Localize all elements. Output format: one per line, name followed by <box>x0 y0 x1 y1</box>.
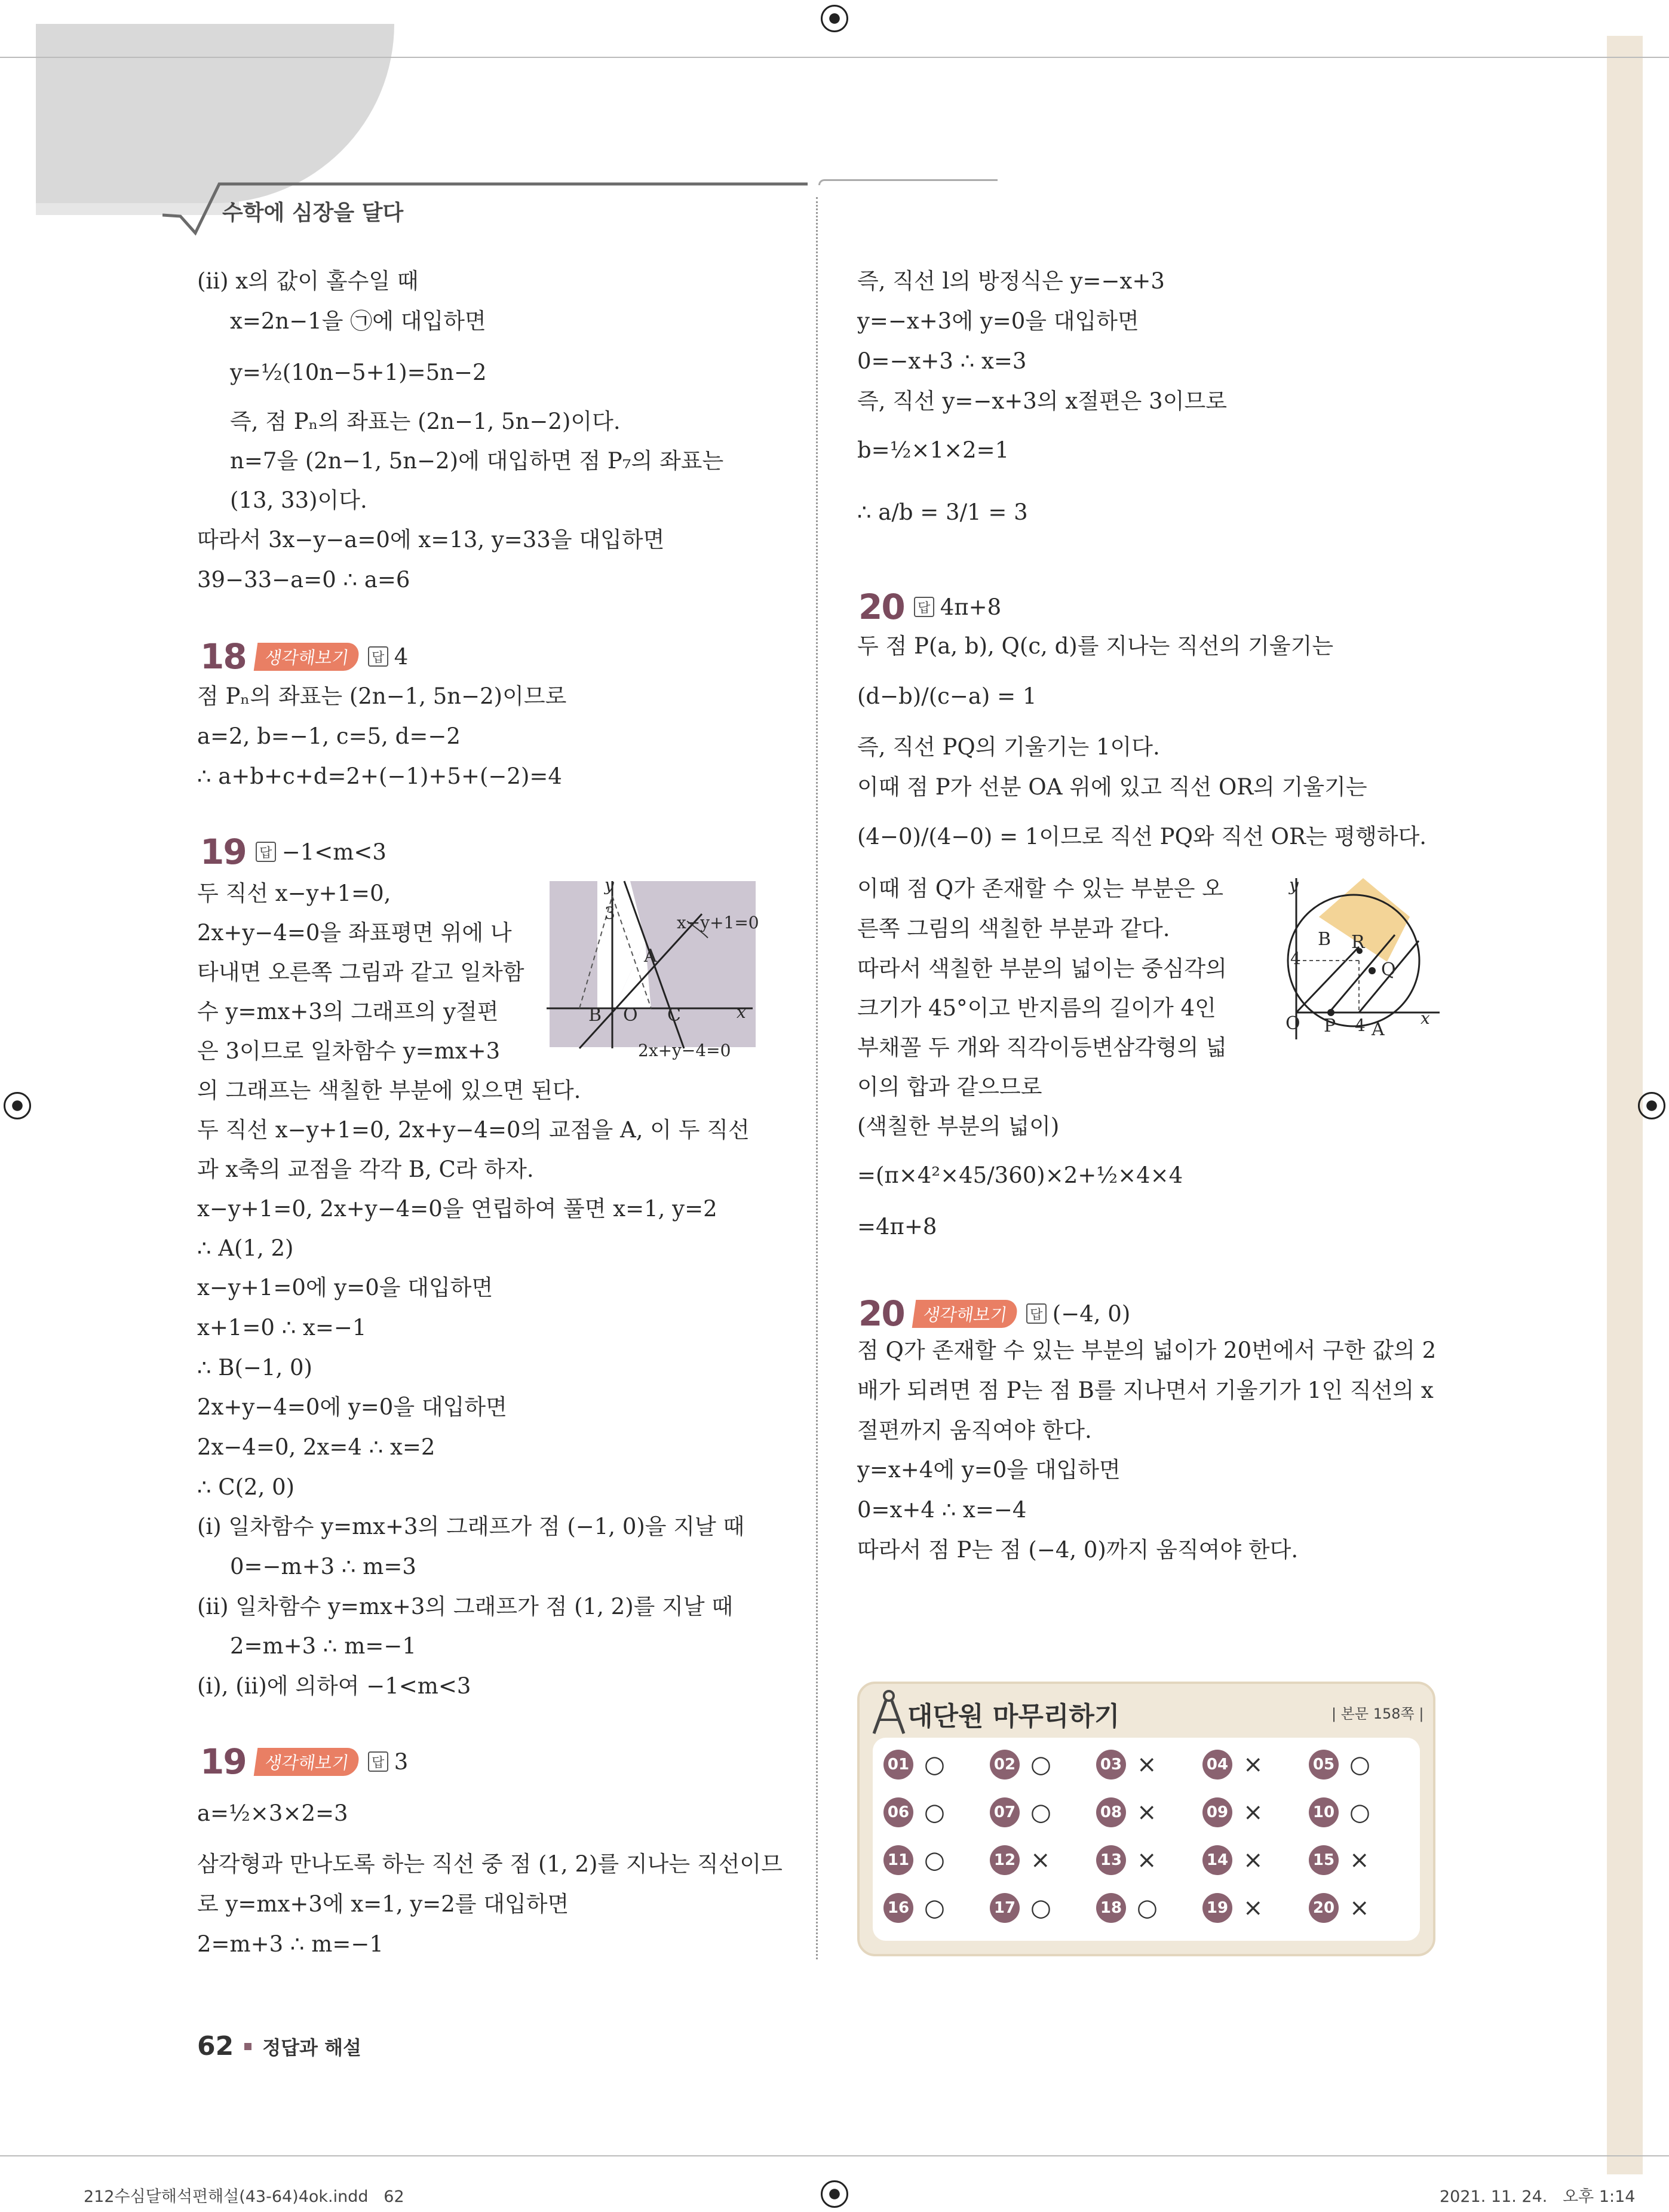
problem-number: 18 <box>200 636 246 677</box>
text-line: 2x+y−4=0을 좌표평면 위에 나 <box>197 920 512 946</box>
answer-header-18 <box>200 636 408 677</box>
review-item <box>1309 1750 1415 1780</box>
answer <box>368 1749 409 1775</box>
text-line: 로 y=mx+3에 x=1, y=2를 대입하면 <box>197 1891 569 1917</box>
answer-icon: 답 <box>368 1751 388 1772</box>
text-line: b=½×1×2=1 <box>857 437 1010 463</box>
review-item <box>883 1845 990 1875</box>
text-line: 른쪽 그림의 색칠한 부분과 같다. <box>857 916 1170 941</box>
text-line: (색칠한 부분의 넓이) <box>857 1113 1060 1139</box>
right-margin-strip <box>1607 36 1643 2174</box>
graph1-label-C: C <box>667 1005 681 1026</box>
item-number: 07 <box>990 1797 1020 1827</box>
text-line: ∴ C(2, 0) <box>197 1474 295 1500</box>
answer-value: 4π+8 <box>940 594 1002 620</box>
item-number: 01 <box>883 1750 913 1780</box>
graph1-label-line2: 2x+y−4=0 <box>638 1041 731 1060</box>
graph1-label-3: 3 <box>605 903 615 923</box>
page-footer <box>197 2031 361 2061</box>
text-line: 절편까지 움직여야 한다. <box>857 1418 1092 1443</box>
review-item <box>1096 1797 1202 1827</box>
review-item <box>883 1893 990 1923</box>
item-mark: × <box>1137 1799 1157 1826</box>
item-mark: ○ <box>1349 1751 1370 1778</box>
review-item <box>1309 1845 1415 1875</box>
answer-icon: 답 <box>368 646 388 667</box>
answer-icon: 답 <box>914 597 934 617</box>
think-tag: 생각해보기 <box>253 1748 360 1776</box>
text-line: 과 x축의 교점을 각각 B, C라 하자. <box>197 1156 534 1182</box>
graph1-label-A: A <box>644 946 657 967</box>
text-line: 따라서 색칠한 부분의 넓이는 중심각의 <box>857 956 1227 981</box>
review-item <box>1309 1797 1415 1827</box>
text-line: 이때 점 Q가 존재할 수 있는 부분은 오 <box>857 876 1224 901</box>
item-number: 05 <box>1309 1750 1339 1780</box>
item-mark: ○ <box>1030 1799 1051 1826</box>
text-line: ∴ a+b+c+d=2+(−1)+5+(−2)=4 <box>197 763 562 789</box>
review-item <box>1096 1893 1202 1923</box>
item-mark: × <box>1243 1894 1263 1922</box>
problem-number: 20 <box>858 1293 904 1334</box>
item-mark: × <box>1137 1751 1157 1778</box>
graph2-label-P: P <box>1324 1016 1336 1036</box>
problem-number: 19 <box>200 832 246 872</box>
print-date: 2021. 11. 24. 오후 1:14 <box>1440 2188 1636 2206</box>
item-number: 19 <box>1202 1893 1232 1923</box>
text-line: 점 Q가 존재할 수 있는 부분의 넓이가 20번에서 구한 값의 2 <box>857 1337 1437 1363</box>
text-line: 은 3이므로 일차함수 y=mx+3 <box>197 1038 501 1064</box>
item-mark: ○ <box>924 1799 945 1826</box>
problem-number: 19 <box>200 1741 246 1782</box>
answer-value: 3 <box>394 1748 409 1775</box>
review-item <box>1096 1750 1202 1780</box>
bottom-rule <box>0 2155 1669 2156</box>
text-line: =4π+8 <box>857 1214 937 1240</box>
graph2-label-A: A <box>1372 1019 1385 1040</box>
text-line: 즉, 직선 PQ의 기울기는 1이다. <box>857 734 1160 760</box>
text-line: 의 그래프는 색칠한 부분에 있으면 된다. <box>197 1078 581 1103</box>
item-number: 04 <box>1202 1750 1232 1780</box>
registration-mark-left <box>4 1092 31 1119</box>
graph2-label-R: R <box>1351 932 1365 953</box>
text-line: (ⅰ) 일차함수 y=mx+3의 그래프가 점 (−1, 0)을 지날 때 <box>197 1514 745 1539</box>
text-line: 따라서 점 P는 점 (−4, 0)까지 움직여야 한다. <box>857 1537 1299 1563</box>
text-line: 두 직선 x−y+1=0, 2x+y−4=0의 교점을 A, 이 두 직선 <box>197 1117 750 1143</box>
think-tag: 생각해보기 <box>253 643 360 671</box>
text-line: (ⅱ) x의 값이 홀수일 때 <box>197 268 419 294</box>
answer <box>368 644 409 670</box>
text-line: 즉, 직선 l의 방정식은 y=−x+3 <box>857 268 1165 294</box>
answer-value: −1<m<3 <box>281 839 386 865</box>
text-line: 0=−x+3 ∴ x=3 <box>857 348 1027 374</box>
text-line: 2x+y−4=0에 y=0을 대입하면 <box>197 1394 507 1420</box>
review-item <box>990 1750 1096 1780</box>
registration-mark-bottom <box>821 2180 848 2208</box>
item-mark: × <box>1243 1846 1263 1874</box>
text-line: x−y+1=0에 y=0을 대입하면 <box>197 1275 493 1300</box>
item-number: 11 <box>883 1845 913 1875</box>
item-number: 15 <box>1309 1845 1339 1875</box>
review-title: 대단원 마무리하기 <box>907 1701 1120 1732</box>
review-box <box>857 1682 1435 1956</box>
item-number: 17 <box>990 1893 1020 1923</box>
text-line: =(π×4²×45/360)×2+½×4×4 <box>857 1162 1183 1188</box>
item-mark: × <box>1030 1846 1051 1874</box>
item-mark: × <box>1243 1751 1263 1778</box>
graph1-label-O: O <box>623 1005 638 1026</box>
item-mark: ○ <box>1030 1751 1051 1778</box>
graph1-label-B: B <box>588 1005 602 1026</box>
graph2-label-B: B <box>1318 929 1331 950</box>
top-rule <box>0 57 1669 58</box>
footer-bullet <box>244 2043 251 2050</box>
text-line: 즉, 점 Pₙ의 좌표는 (2n−1, 5n−2)이다. <box>230 409 621 434</box>
graph2-label-O: O <box>1286 1013 1300 1034</box>
item-mark: × <box>1349 1894 1370 1922</box>
text-line: y=½(10n−5+1)=5n−2 <box>230 360 487 385</box>
problem-number: 20 <box>858 587 904 627</box>
registration-mark-top <box>821 5 848 32</box>
graph-lines-region <box>547 878 786 1057</box>
item-number: 14 <box>1202 1845 1232 1875</box>
review-grid <box>883 1750 1415 1923</box>
item-number: 02 <box>990 1750 1020 1780</box>
graph2-label-Q: Q <box>1381 959 1396 980</box>
answer-icon: 답 <box>256 842 276 862</box>
print-file-name: 212수심달해석편해설(43-64)4ok.indd 62 <box>84 2188 404 2206</box>
item-mark: ○ <box>924 1846 945 1874</box>
review-item <box>1096 1845 1202 1875</box>
text-line: y=−x+3에 y=0을 대입하면 <box>857 308 1139 334</box>
review-item <box>1202 1893 1309 1923</box>
review-page-ref: | 본문 158쪽 | <box>1331 1705 1424 1722</box>
item-number: 20 <box>1309 1893 1339 1923</box>
item-number: 18 <box>1096 1893 1126 1923</box>
graph2-label-x: x <box>1421 1008 1430 1028</box>
column-divider <box>816 197 818 1959</box>
answer-header-19 <box>200 832 386 872</box>
text-line: 이의 합과 같으므로 <box>857 1074 1042 1100</box>
item-mark: ○ <box>1137 1894 1158 1922</box>
text-line: a=½×3×2=3 <box>197 1800 348 1826</box>
answer-header-20 <box>858 587 1001 627</box>
registration-mark-right <box>1638 1092 1665 1119</box>
item-mark: ○ <box>1030 1894 1051 1922</box>
item-mark: × <box>1243 1799 1263 1826</box>
text-line: y=x+4에 y=0을 대입하면 <box>857 1457 1121 1483</box>
text-line: ∴ B(−1, 0) <box>197 1355 312 1380</box>
text-line: 2=m+3 ∴ m=−1 <box>230 1633 416 1659</box>
text-line: (ⅱ) 일차함수 y=mx+3의 그래프가 점 (1, 2)를 지날 때 <box>197 1594 734 1619</box>
review-item <box>1202 1845 1309 1875</box>
graph2-label-4x: 4 <box>1355 1016 1366 1035</box>
compass-icon <box>868 1689 910 1739</box>
review-item <box>990 1845 1096 1875</box>
item-number: 08 <box>1096 1797 1126 1827</box>
text-line: ∴ a/b = 3/1 = 3 <box>857 499 1028 525</box>
text-line: (d−b)/(c−a) = 1 <box>857 683 1037 709</box>
text-line: x=2n−1을 ㉠에 대입하면 <box>230 308 486 334</box>
answer <box>256 839 386 865</box>
answer-header-19-think <box>200 1741 408 1782</box>
page-number: 62 <box>197 2031 234 2061</box>
answer-header-20-think <box>858 1293 1130 1334</box>
review-item <box>1202 1797 1309 1827</box>
text-line: 즉, 직선 y=−x+3의 x절편은 3이므로 <box>857 388 1227 414</box>
text-line: 2x−4=0, 2x=4 ∴ x=2 <box>197 1434 435 1460</box>
graph2-label-4: 4 <box>1290 949 1301 968</box>
graph2-label-y: y <box>1289 875 1299 895</box>
brand-title: 수학에 심장을 달다 <box>222 201 404 225</box>
text-line: 배가 되려면 점 P는 점 B를 지나면서 기울기가 1인 직선의 x <box>857 1377 1434 1403</box>
review-item <box>883 1750 990 1780</box>
graph1-label-x: x <box>737 1002 746 1022</box>
section-title: 정답과 해설 <box>262 2036 361 2059</box>
review-item <box>1309 1893 1415 1923</box>
think-tag: 생각해보기 <box>912 1300 1018 1328</box>
item-number: 09 <box>1202 1797 1232 1827</box>
answer-icon: 답 <box>1026 1303 1047 1324</box>
item-mark: ○ <box>924 1894 945 1922</box>
text-line: 부채꼴 두 개와 직각이등변삼각형의 넓 <box>857 1035 1227 1060</box>
item-number: 06 <box>883 1797 913 1827</box>
review-item <box>990 1797 1096 1827</box>
graph1-label-line1: x−y+1=0 <box>677 913 759 932</box>
text-line: a=2, b=−1, c=5, d=−2 <box>197 723 461 749</box>
answer-value: (−4, 0) <box>1052 1300 1131 1327</box>
text-line: ∴ A(1, 2) <box>197 1235 294 1261</box>
graph1-label-y: y <box>605 875 614 895</box>
header-leaf-shape <box>36 24 394 203</box>
text-line: n=7을 (2n−1, 5n−2)에 대입하면 점 P₇의 좌표는 <box>230 448 724 474</box>
text-line: 두 직선 x−y+1=0, <box>197 880 391 906</box>
text-line: 0=x+4 ∴ x=−4 <box>857 1497 1027 1523</box>
text-line: 이때 점 P가 선분 OA 위에 있고 직선 OR의 기울기는 <box>857 774 1367 800</box>
text-line: 0=−m+3 ∴ m=3 <box>230 1554 416 1579</box>
text-line: 점 Pₙ의 좌표는 (2n−1, 5n−2)이므로 <box>197 683 567 709</box>
item-number: 10 <box>1309 1797 1339 1827</box>
text-line: 2=m+3 ∴ m=−1 <box>197 1931 383 1957</box>
item-mark: × <box>1349 1846 1370 1874</box>
review-item <box>1202 1750 1309 1780</box>
text-line: 수 y=mx+3의 그래프의 y절편 <box>197 999 499 1024</box>
text-line: 두 점 P(a, b), Q(c, d)를 지나는 직선의 기울기는 <box>857 633 1334 659</box>
text-line: x+1=0 ∴ x=−1 <box>197 1315 367 1340</box>
answer <box>914 594 1001 620</box>
item-mark: ○ <box>1349 1799 1370 1826</box>
item-mark: × <box>1137 1846 1157 1874</box>
text-line: 39−33−a=0 ∴ a=6 <box>197 567 410 593</box>
item-number: 12 <box>990 1845 1020 1875</box>
graph-circle-region <box>1248 878 1446 1039</box>
item-number: 16 <box>883 1893 913 1923</box>
text-line: 따라서 3x−y−a=0에 x=13, y=33을 대입하면 <box>197 527 665 553</box>
text-line: 크기가 45°이고 반지름의 길이가 4인 <box>857 995 1216 1021</box>
text-line: 타내면 오른쪽 그림과 같고 일차함 <box>197 959 524 985</box>
text-line: 삼각형과 만나도록 하는 직선 중 점 (1, 2)를 지나는 직선이므 <box>197 1851 783 1877</box>
item-mark: ○ <box>924 1751 945 1778</box>
item-number: 13 <box>1096 1845 1126 1875</box>
text-line: (4−0)/(4−0) = 1이므로 직선 PQ와 직선 OR는 평행하다. <box>857 824 1427 849</box>
item-number: 03 <box>1096 1750 1126 1780</box>
answer-value: 4 <box>394 643 409 670</box>
text-line: x−y+1=0, 2x+y−4=0을 연립하여 풀면 x=1, y=2 <box>197 1196 717 1222</box>
review-item <box>883 1797 990 1827</box>
text-line: (ⅰ), (ⅱ)에 의하여 −1<m<3 <box>197 1673 471 1699</box>
brand-header <box>162 179 808 239</box>
answer <box>1026 1301 1130 1327</box>
text-line: (13, 33)이다. <box>230 487 367 513</box>
column-divider-top <box>818 179 998 185</box>
review-item <box>990 1893 1096 1923</box>
